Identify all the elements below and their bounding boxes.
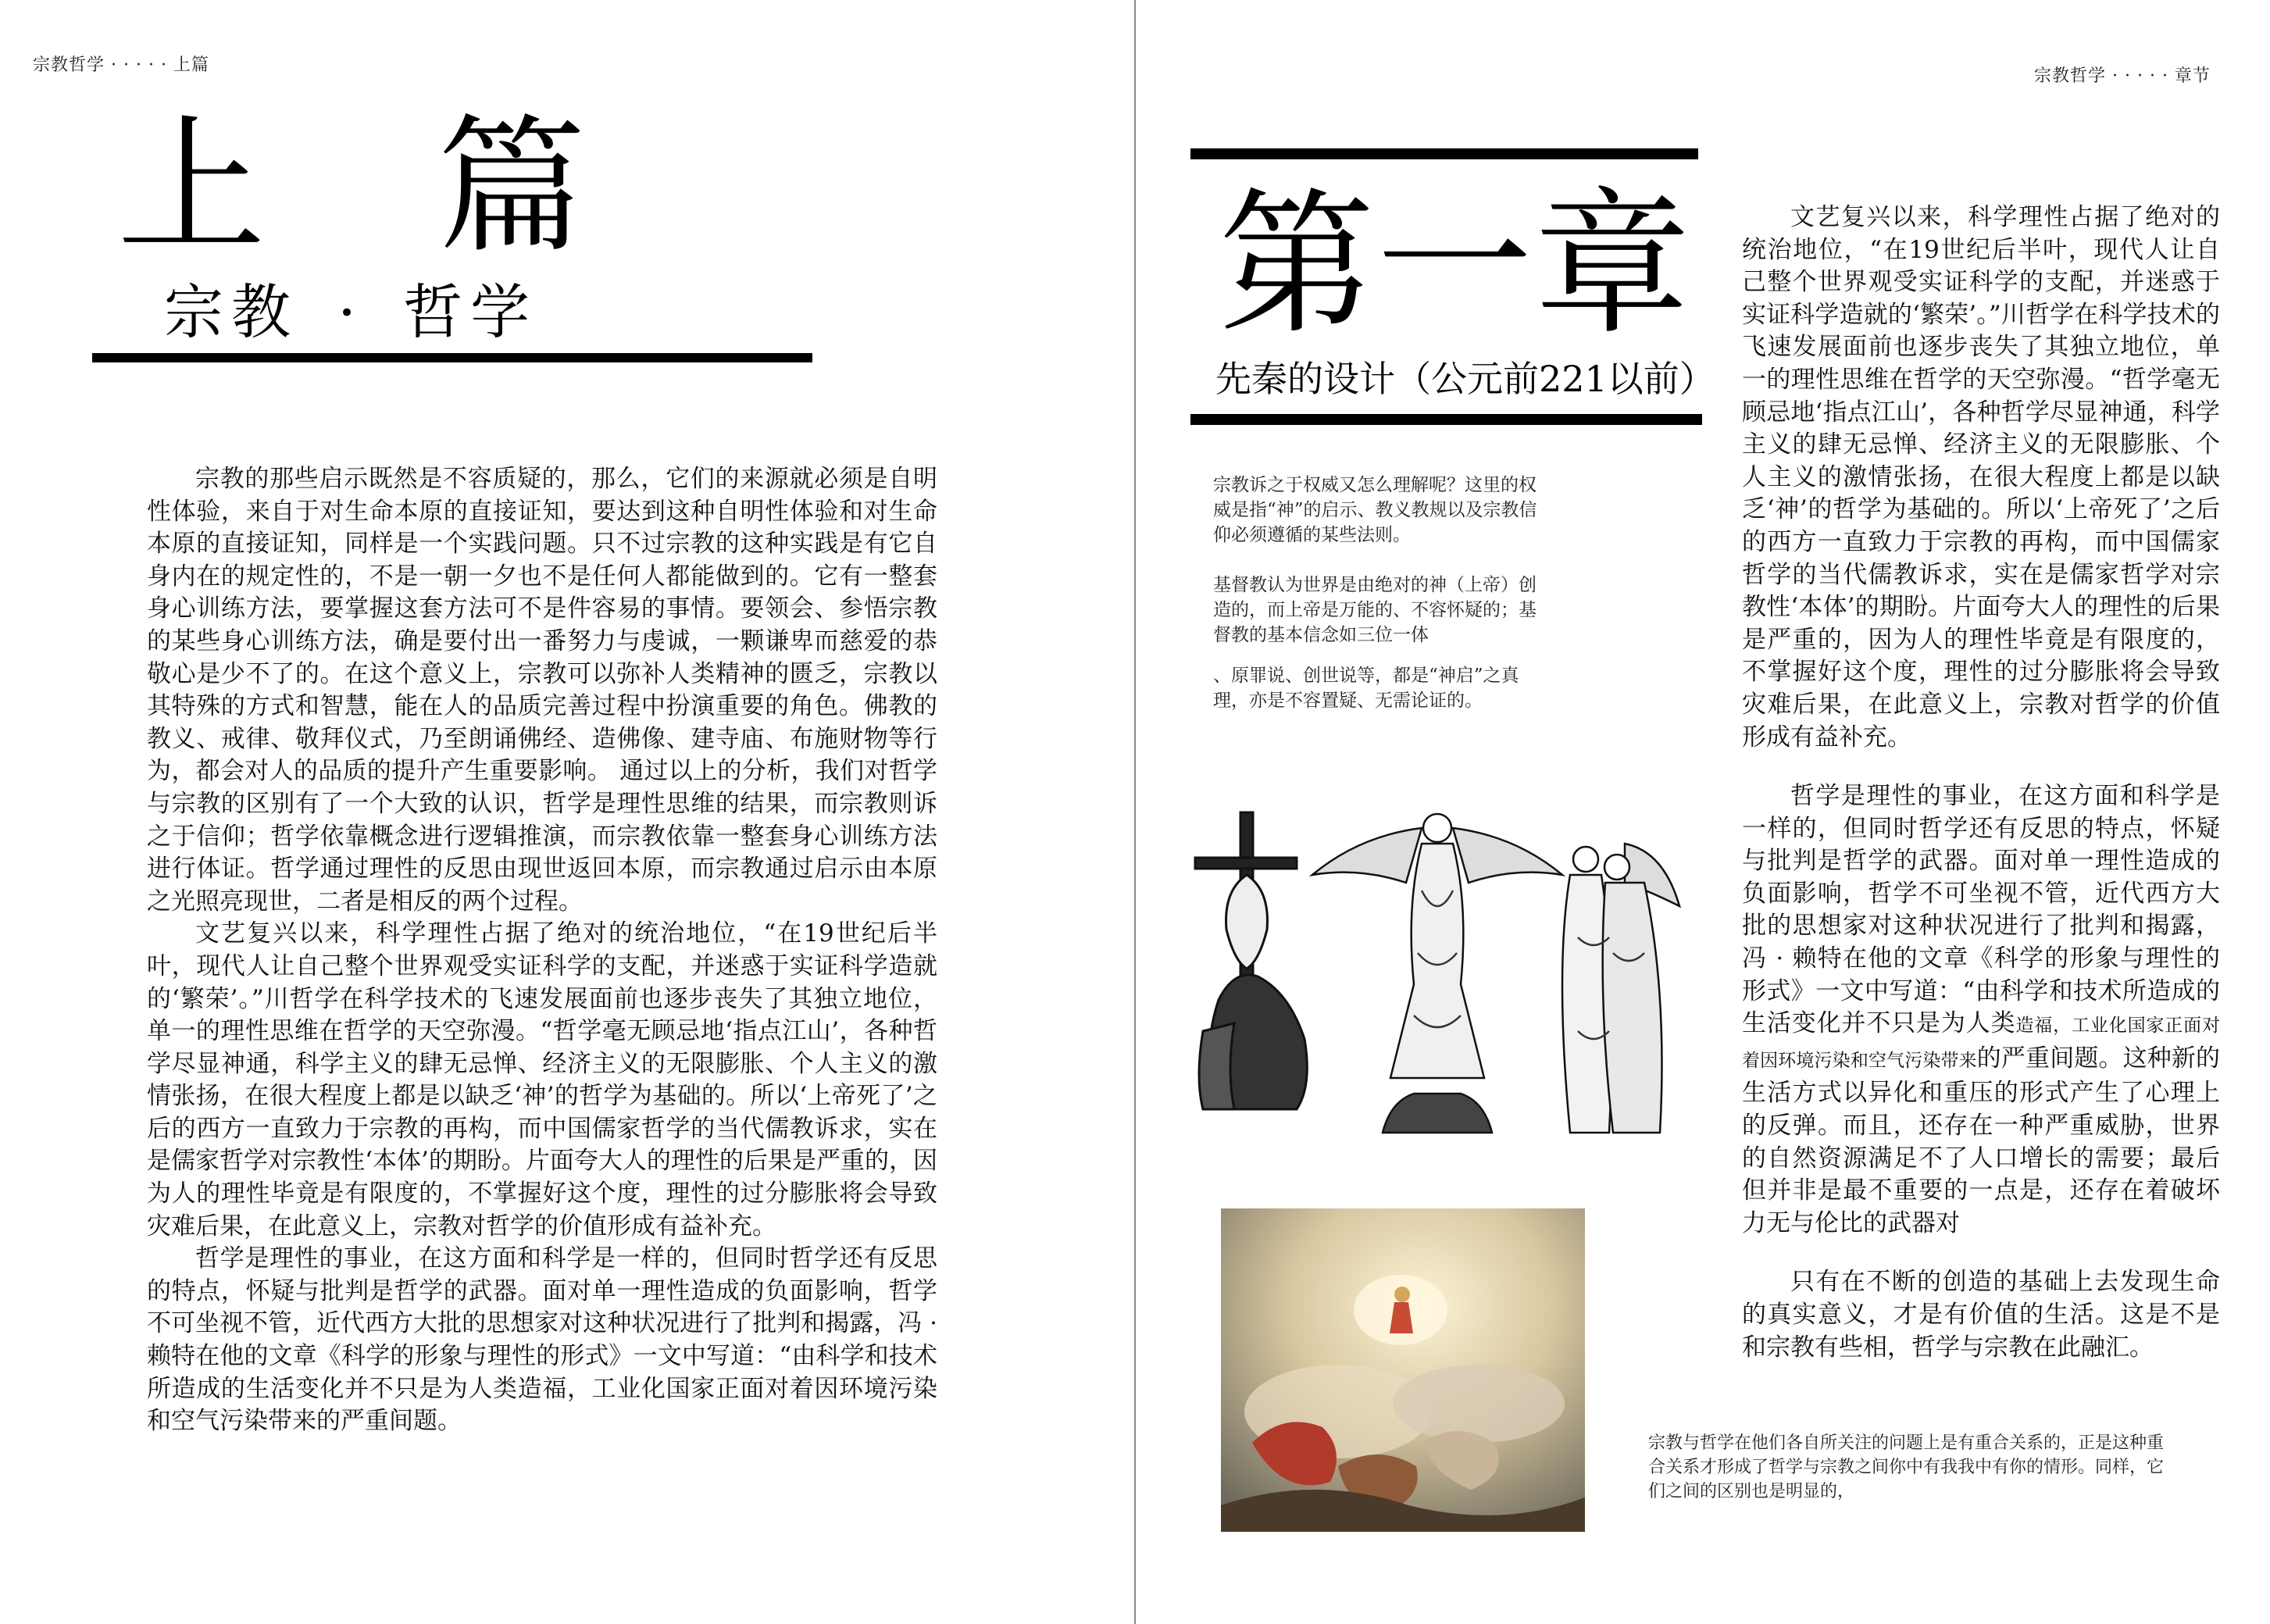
left-paragraph: 哲学是理性的事业，在这方面和科学是一样的，但同时哲学还有反思的特点，怀疑与批判是哲学的武器。面对单一理性造成的负面影响，哲学不可坐视不管，近代西方大批的思想家对这种状况进行了批判和揭露，冯 · 赖特在他的文章《科学的形象与理性的形式》一文中写道：“由科学和技术所造成的生活变化并不只是为人类造福，工业化国家正面对着因环境污染和空气污染带来的严重间题。 xyxy=(147,1244,937,1436)
section-subtitle-right: 哲学 xyxy=(403,277,538,347)
section-subtitle-separator: · xyxy=(337,277,365,347)
left-paragraph: 文艺复兴以来，科学理性占据了绝对的统治地位，“在19世纪后半叶，现代人让自己整个世界观受实证科学的支配，并迷惑于实证科学造就的‘繁荣’。”川哲学在科学技术的飞速发展面前也逐步丧失了其独立地位，单一的理性思维在哲学的天空弥漫。“哲学毫无顾忌地‘指点江山’，各种哲学尽显神通，科学主义的肆无忌惮、经济主义的无限膨胀、个人主义的激情张扬，在很大程度上都是以缺乏‘神’的哲学为基础的。所以‘上帝死了’之后的西方一直致力于宗教的再构，而中国儒家哲学的当代儒教诉求，实在是儒家哲学对宗教性‘本体’的期盼。片面夸大人的理性的后果是严重的，因为人的理性毕竟是有限度的，不掌握好这个度，理性的过分膨胀将会导致灾难后果，在此意义上，宗教对哲学的价值形成有益补充。 xyxy=(147,919,937,1240)
right-paragraph: 只有在不断的创造的基础上去发现生命的真实意义，才是有价值的生活。这是不是和宗教有些相，哲学与宗教在此融汇。 xyxy=(1742,1268,2220,1362)
left-body-text xyxy=(147,463,937,1438)
section-title-left-char: 上 xyxy=(117,101,282,273)
chapter-title: 第一章 xyxy=(1219,174,1693,356)
side-note: 宗教诉之于权威又怎么理解呢？这里的权威是指“神”的启示、教义教规以及宗教信仰必须遵循的某些法则。 xyxy=(1213,475,1537,545)
painting-drawing xyxy=(1221,1208,1585,1532)
left-paragraph: 宗教的那些启示既然是不容质疑的，那么，它们的来源就必须是自明性体验，来自于对生命本原的直接证知，要达到这种自明性体验和对生命本原的直接证知，同样是一个实践问题。只不过宗教的这种实践是有它自身内在的规定性的，不是一朝一夕也不是任何人都能做到的。它有一整套身心训练方法，要掌握这套方法可不是件容易的事情。要领会、参悟宗教的某些身心训练方法，确是要付出一番努力与虔诚，一颗谦卑而慈爱的恭敬心是少不了的。在这个意义上，宗教可以弥补人类精神的匮乏，宗教以其特殊的方式和智慧，能在人的品质完善过程中扮演重要的角色。佛教的教义、戒律、敬拜仪式，乃至朗诵佛经、造佛像、建寺庙、布施财物等行为，都会对人的品质的提升产生重要影响。 通过以上的分析，我们对哲学与宗教的区别有了一个大致的认识，哲学是理性思维的结果，而宗教则诉之于信仰；哲学依靠概念进行逻辑推演，而宗教依靠一整套身心训练方法进行体证。哲学通过理性的反思由现世返回本原，而宗教通过启示由本原之光照亮现世，二者是相反的两个过程。 xyxy=(147,465,937,916)
side-notes xyxy=(1213,473,1554,738)
chapter-rule-top xyxy=(1190,148,1698,159)
running-head-right: 宗教哲学 · · · · · 章节 xyxy=(2034,66,2211,86)
side-note: 基督教认为世界是由绝对的神（上帝）创造的，而上帝是万能的、不容怀疑的；基督教的基本信念如三位一体 xyxy=(1213,575,1537,645)
right-body-text xyxy=(1742,202,2220,1390)
baroque-painting-image xyxy=(1221,1208,1585,1532)
chapter-rule-bottom xyxy=(1190,414,1702,425)
section-subtitle-left: 宗教 xyxy=(164,277,298,347)
religious-engravings-illustration xyxy=(1187,797,1687,1140)
angels-group-figure xyxy=(1562,844,1679,1133)
right-paragraph-part: 哲学是理性的事业，在这方面和科学是一样的，但同时哲学还有反思的特点，怀疑与批判是哲学的武器。面对单一理性造成的负面影响，哲学不可坐视不管，近代西方大批的思想家对这种状况进行了批判和揭露，冯 · 赖特在他的文章《科学的形象与理性的形式》一文中写道：“由科学和技术所造成的生活变化并不只是为人类 xyxy=(1742,782,2220,1038)
right-paragraph: 文艺复兴以来，科学理性占据了绝对的统治地位，“在19世纪后半叶，现代人让自己整个世界观受实证科学的支配，并迷惑于实证科学造就的‘繁荣’。”川哲学在科学技术的飞速发展面前也逐步丧失了其独立地位，单一的理性思维在哲学的天空弥漫。“哲学毫无顾忌地‘指点江山’，各种哲学尽显神通，科学主义的肆无忌惮、经济主义的无限膨胀、个人主义的激情张扬，在很大程度上都是以缺乏‘神’的哲学为基础的。所以‘上帝死了’之后的西方一直致力于宗教的再构，而中国儒家哲学的当代儒教诉求，实在是儒家哲学对宗教性‘本体’的期盼。片面夸大人的理性的后果是严重的，因为人的理性毕竟是有限度的，不掌握好这个度，理性的过分膨胀将会导致灾难后果，在此意义上，宗教对哲学的价值形成有益补充。 xyxy=(1742,203,2220,751)
side-note: 、原罪说、创世说等，都是“神启”之真理，亦是不容置疑、无需论证的。 xyxy=(1213,666,1519,711)
running-head-left: 宗教哲学 · · · · · 上篇 xyxy=(33,55,209,75)
title-rule xyxy=(92,353,812,362)
section-subtitle xyxy=(164,277,537,348)
right-paragraph xyxy=(1742,780,2220,1240)
winged-angel-figure xyxy=(1312,814,1562,1133)
bottom-note: 宗教与哲学在他们各自所关注的问题上是有重合关系的，正是这种重合关系才形成了哲学与宗教之间你中有我我中有你的情形。同样，它们之间的区别也是明显的， xyxy=(1648,1433,2165,1501)
chapter-subtitle: 先秦的设计（公元前221以前） xyxy=(1215,358,1715,400)
crucifix-figure xyxy=(1195,812,1307,1109)
section-title-right-char: 篇 xyxy=(437,101,602,273)
section-title xyxy=(117,101,602,273)
right-paragraph-small-line: 造福，工业化国家正面对着因环境污染和空气污染带来 xyxy=(1742,1015,2221,1071)
page-spine xyxy=(1134,0,1136,1624)
right-paragraph-part: 的严重间题。这种新的生活方式以异化和重压的形式产生了心理上的反弹。而且，还存在一种严重威胁，世界的自然资源满足不了人口增长的需要；最后但并非是最不重要的一点是，还存在着破坏力无与伦比的武器对 xyxy=(1742,1044,2221,1237)
